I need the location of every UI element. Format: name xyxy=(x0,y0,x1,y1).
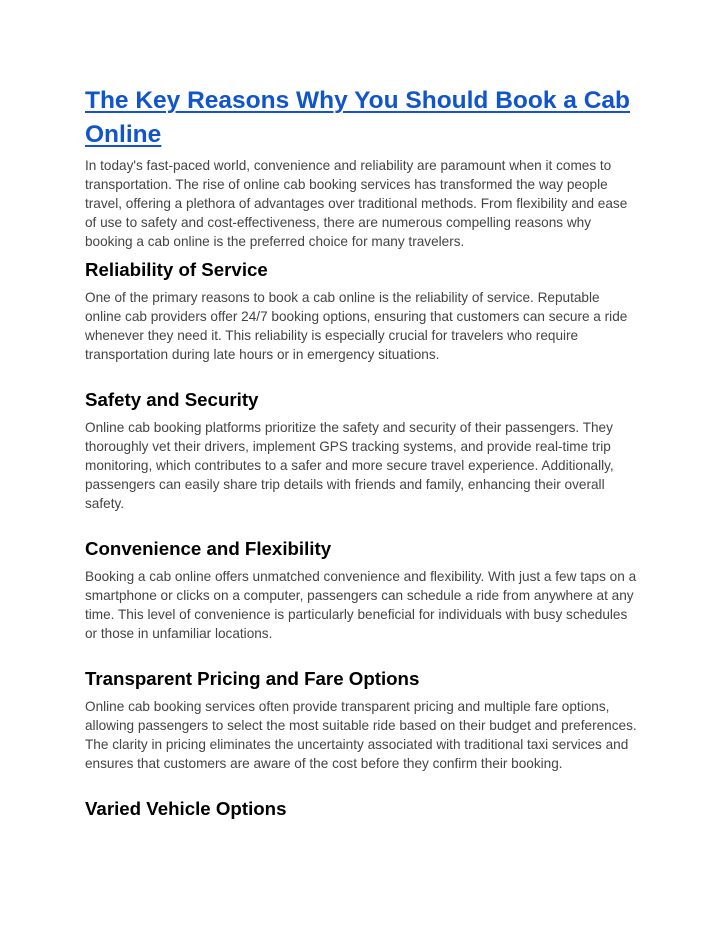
document-title-link[interactable]: The Key Reasons Why You Should Book a Cab Online xyxy=(85,87,630,148)
section-transparent-pricing xyxy=(85,667,637,773)
section-paragraph: Online cab booking platforms prioritize the safety and security of their passengers. They thoroughly vet their drivers, implement GPS tracking systems, and provide real-time trip monitoring, which contributes to a safer and more secure travel experience. Additionally, passengers can easily share trip details with friends and family, enhancing their overall safety. xyxy=(85,420,614,511)
section-safety-and-security xyxy=(85,388,637,513)
section-reliability-of-service xyxy=(85,258,637,364)
section-heading: Convenience and Flexibility xyxy=(85,538,332,559)
section-paragraph: One of the primary reasons to book a cab online is the reliability of service. Reputable online cab providers offer 24/7 booking options, ensuring that customers can secure a ride whenever they need it. This reliability is especially crucial for travelers who require transportation during late hours or in emergency situations. xyxy=(85,290,628,362)
document-content xyxy=(85,84,637,821)
section-heading: Transparent Pricing and Fare Options xyxy=(85,668,420,689)
section-paragraph: Online cab booking services often provide transparent pricing and multiple fare options, allowing passengers to select the most suitable ride based on their budget and preferences. The clarity in pricing eliminates the uncertainty associated with traditional taxi services and ensures that customers are aware of the cost before they confirm their booking. xyxy=(85,699,637,771)
section-convenience-and-flexibility xyxy=(85,537,637,643)
section-heading: Safety and Security xyxy=(85,389,259,410)
section-heading: Reliability of Service xyxy=(85,259,268,280)
section-varied-vehicle-options xyxy=(85,797,637,821)
section-heading: Varied Vehicle Options xyxy=(85,798,287,819)
intro-paragraph: In today's fast-paced world, convenience and reliability are paramount when it comes to transportation. The rise of online cab booking services has transformed the way people travel, offering a plethora of advantages over traditional methods. From flexibility and ease of use to safety and cost-effectiveness, there are numerous compelling reasons why booking a cab online is the preferred choice for many travelers. xyxy=(85,158,628,249)
section-paragraph: Booking a cab online offers unmatched convenience and flexibility. With just a few taps on a smartphone or clicks on a computer, passengers can schedule a ride from anywhere at any time. This level of convenience is particularly beneficial for individuals with busy schedules or those in unfamiliar locations. xyxy=(85,569,637,641)
document-title[interactable] xyxy=(85,84,637,152)
